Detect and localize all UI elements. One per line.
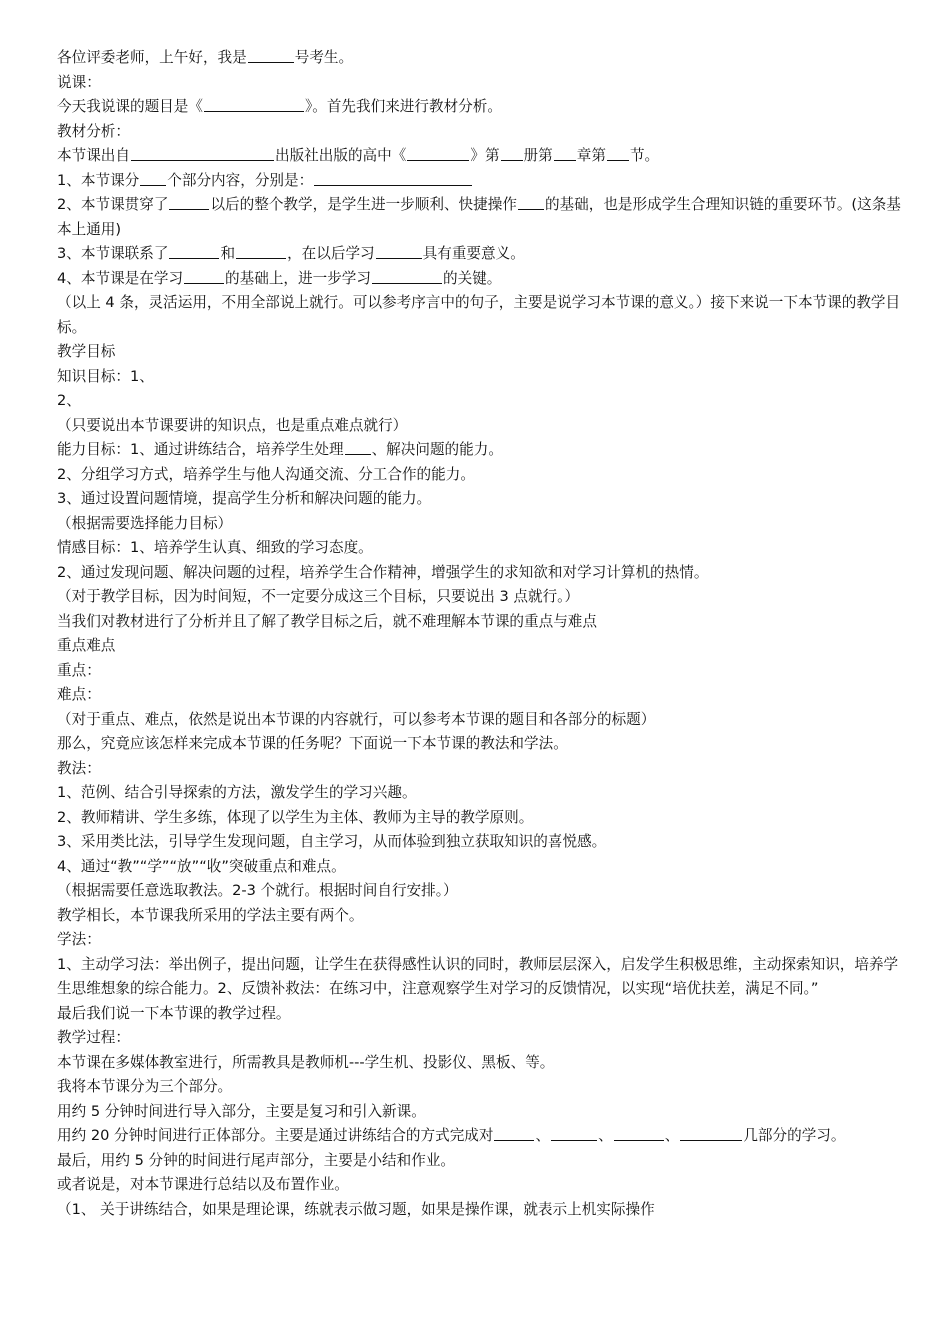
fill-blank <box>131 145 274 161</box>
text-line: 3、采用类比法，引导学生发现问题，自主学习，从而体验到独立获取知识的喜悦感。 <box>57 833 607 850</box>
text-line: 4、本节课是在学习 的基础上，进一步学习 的关键。 <box>57 269 502 287</box>
text-line: （1、 关于讲练结合，如果是理论课，练就表示做习题，如果是操作课，就表示上机实际操作 <box>57 1200 655 1218</box>
fill-blank <box>680 1125 742 1141</box>
text-line: 1、本节课分 个部分内容，分别是： <box>57 169 910 194</box>
text-line: （根据需要选择能力目标） <box>57 514 233 532</box>
fill-blank <box>169 243 219 259</box>
section-heading: 教法： <box>57 759 101 777</box>
text-line: 4、通过“教”“学”“放”“收”突破重点和难点。 <box>57 857 346 875</box>
text-line: 用约 5 分钟时间进行导入部分，主要是复习和引入新课。 <box>57 1102 426 1120</box>
text-line: 本节课在多媒体教室进行，所需教具是教师机---学生机、投影仪、黑板、等。 <box>57 1053 555 1071</box>
text-line: 知识目标：1、 <box>57 367 154 385</box>
text-line: 或者说是，对本节课进行总结以及布置作业。 <box>57 1176 349 1193</box>
text-line: 3、本节课联系了 和 ，在以后学习 具有重要意义。 <box>57 245 525 262</box>
fill-blank <box>551 1125 597 1141</box>
fill-blank <box>204 96 304 112</box>
text-line: 2、分组学习方式，培养学生与他人沟通交流、分工合作的能力。 <box>57 465 475 483</box>
fill-blank <box>407 145 469 161</box>
text-line: 2、本节课贯穿了 以后的整个教学，是学生进一步顺利、快捷操作 的基础，也是形成学生合理知识链的重要环节。(这条基本上通用) <box>57 196 901 238</box>
text-line: （根据需要任意选取教法。2-3 个就行。根据时间自行安排。） <box>57 882 458 899</box>
text-line: 难点： <box>57 686 101 703</box>
fill-blank <box>236 243 286 259</box>
section-heading: 重点难点 <box>57 637 116 654</box>
text-line: 2、通过发现问题、解决问题的过程，培养学生合作精神，增强学生的求知欲和对学习计算机的热情。 <box>57 563 709 581</box>
fill-blank <box>184 268 224 284</box>
fill-blank <box>501 145 523 161</box>
text-line: 说课： <box>57 73 101 91</box>
fill-blank <box>376 243 422 259</box>
text-line: 2、教师精讲、学生多练，体现了以学生为主体、教师为主导的教学原则。 <box>57 808 534 826</box>
text-line: 最后我们说一下本节课的教学过程。 <box>57 1004 291 1022</box>
text-line: 重点： <box>57 661 101 679</box>
fill-blank <box>614 1125 664 1141</box>
text-line: 本节课出自 出版社出版的高中《 》第 册第 章第 节。 <box>57 147 660 164</box>
section-heading: 教学过程： <box>57 1029 130 1046</box>
text-line: 情感目标：1、培养学生认真、细致的学习态度。 <box>57 539 373 556</box>
fill-blank <box>248 47 294 63</box>
text-line: （对于重点、难点，依然是说出本节课的内容就行，可以参考本节课的题目和各部分的标题） <box>57 710 656 728</box>
text-line: 用约 20 分钟时间进行正体部分。主要是通过讲练结合的方式完成对 、 、 、 几部分的学习。 <box>57 1127 846 1144</box>
text-line: 今天我说课的题目是《 》。首先我们来进行教材分析。 <box>57 98 502 115</box>
text-line: 2、 <box>57 392 81 409</box>
fill-blank <box>169 194 209 210</box>
text-line: 1、主动学习法：举出例子，提出问题，让学生在获得感性认识的同时，教师层层深入，启发学生积极思维，主动探索知识，培养学生思维想象的综合能力。2、反馈补救法：在练习中，注意观察学生对学习的反馈情况，以实现“培优扶差，满足不同。” <box>57 955 899 997</box>
section-heading: 学法： <box>57 931 101 948</box>
fill-blank <box>518 194 544 210</box>
text-line: 1、范例、结合引导探索的方法，激发学生的学习兴趣。 <box>57 784 417 801</box>
text-line: 教学相长，本节课我所采用的学法主要有两个。 <box>57 906 364 924</box>
fill-blank <box>314 170 472 186</box>
text-line: 最后，用约 5 分钟的时间进行尾声部分，主要是小结和作业。 <box>57 1151 456 1169</box>
fill-blank <box>140 170 166 186</box>
fill-blank <box>345 439 371 455</box>
fill-blank <box>607 145 629 161</box>
text-line: 各位评委老师，上午好，我是 号考生。 <box>57 49 354 66</box>
text-line: 我将本节课分为三个部分。 <box>57 1078 233 1095</box>
text-line: （只要说出本节课要讲的知识点，也是重点难点就行） <box>57 416 408 434</box>
fill-blank <box>372 268 442 284</box>
text-line: 3、通过设置问题情境，提高学生分析和解决问题的能力。 <box>57 490 432 507</box>
text-line: （对于教学目标，因为时间短，不一定要分成这三个目标，只要说出 3 点就行。） <box>57 588 580 605</box>
text-line: 那么，究竟应该怎样来完成本节课的任务呢？下面说一下本节课的教法和学法。 <box>57 735 568 752</box>
text-line: 教材分析： <box>57 122 130 140</box>
fill-blank <box>494 1125 534 1141</box>
text-line: （以上 4 条，灵活运用，不用全部说上就行。可以参考序言中的句子，主要是说学习本节课的意义。）接下来说一下本节课的教学目标。 <box>57 294 901 336</box>
text-line: 能力目标：1、通过讲练结合，培养学生处理 、解决问题的能力。 <box>57 441 503 458</box>
text-line: 当我们对教材进行了分析并且了解了教学目标之后，就不难理解本节课的重点与难点 <box>57 612 597 630</box>
section-heading: 教学目标 <box>57 343 116 360</box>
fill-blank <box>554 145 576 161</box>
